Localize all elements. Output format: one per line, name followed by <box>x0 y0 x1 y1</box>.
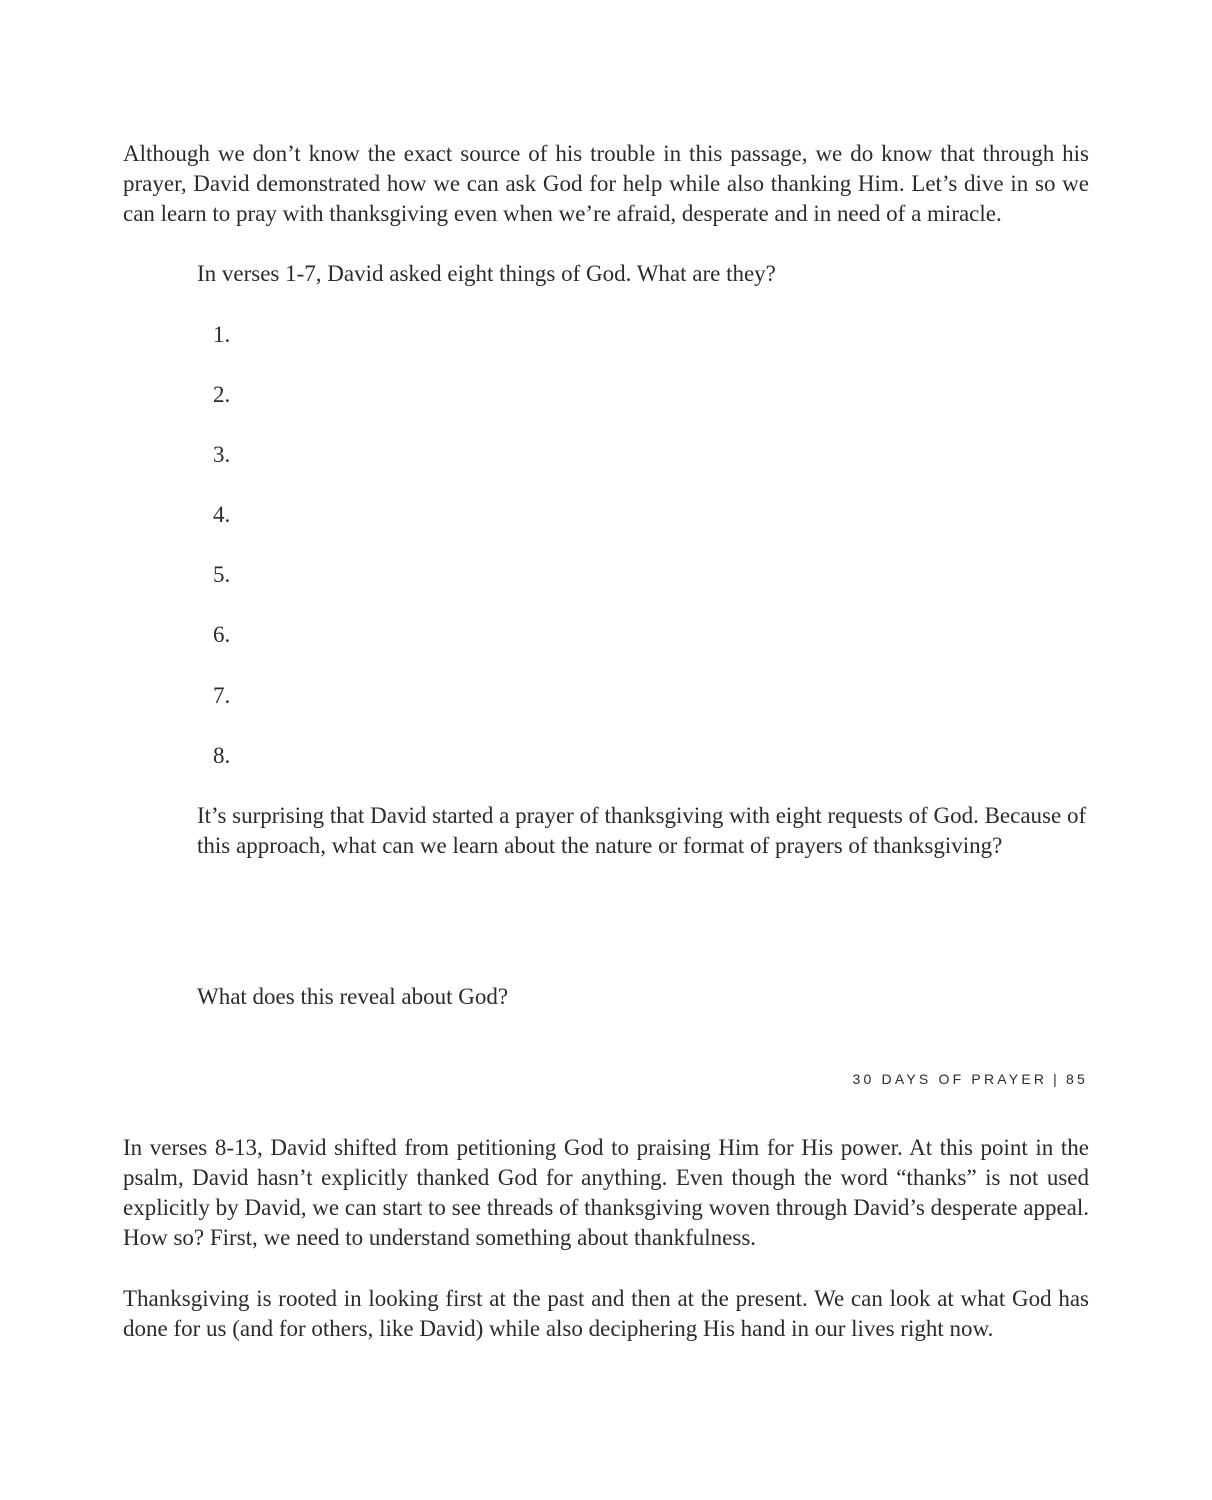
paragraph-thanksgiving-rooted: Thanksgiving is rooted in looking first at the past and then at the present. We can look at what God has done for us (and for others, like David) while also deciphering His hand in our lives right now. <box>123 1286 1089 1341</box>
question-reveal-about-god: What does this reveal about God? <box>197 984 509 1009</box>
answer-number-6: 6. <box>213 622 231 647</box>
answer-number-1: 1. <box>213 322 231 347</box>
answer-number-4: 4. <box>213 502 231 527</box>
answer-number-3: 3. <box>213 442 231 467</box>
question-eight-requests: In verses 1-7, David asked eight things of God. What are they? <box>197 261 776 286</box>
intro-paragraph: Although we don’t know the exact source of his trouble in this passage, we do know that through his prayer, David demonstrated how we can ask God for help while also thanking Him. Let’s dive in so we can learn to pray with thanksgiving even when we’re afraid, desperate and in need of a miracle. <box>123 141 1089 226</box>
page-number: 85 <box>1066 1071 1088 1087</box>
page-footer <box>852 1071 1088 1087</box>
footer-separator: | <box>1053 1071 1061 1087</box>
answer-number-7: 7. <box>213 683 231 708</box>
answer-number-5: 5. <box>213 562 231 587</box>
answer-number-2: 2. <box>213 382 231 407</box>
footer-book-title: 30 DAYS OF PRAYER <box>852 1071 1048 1087</box>
question-nature-of-thanksgiving: It’s surprising that David started a prayer of thanksgiving with eight requests of God. Because of this approach, what can we learn about the nature or format of prayers of thanksgiving? <box>197 803 1087 858</box>
answer-number-8: 8. <box>213 743 231 768</box>
paragraph-verses-8-13: In verses 8-13, David shifted from petitioning God to praising Him for His power. At this point in the psalm, David hasn’t explicitly thanked God for anything. Even though the word “thanks” is not used explicitly by David, we can start to see threads of thanksgiving woven through David’s desperate appeal. How so? First, we need to understand something about thankfulness. <box>123 1135 1089 1250</box>
